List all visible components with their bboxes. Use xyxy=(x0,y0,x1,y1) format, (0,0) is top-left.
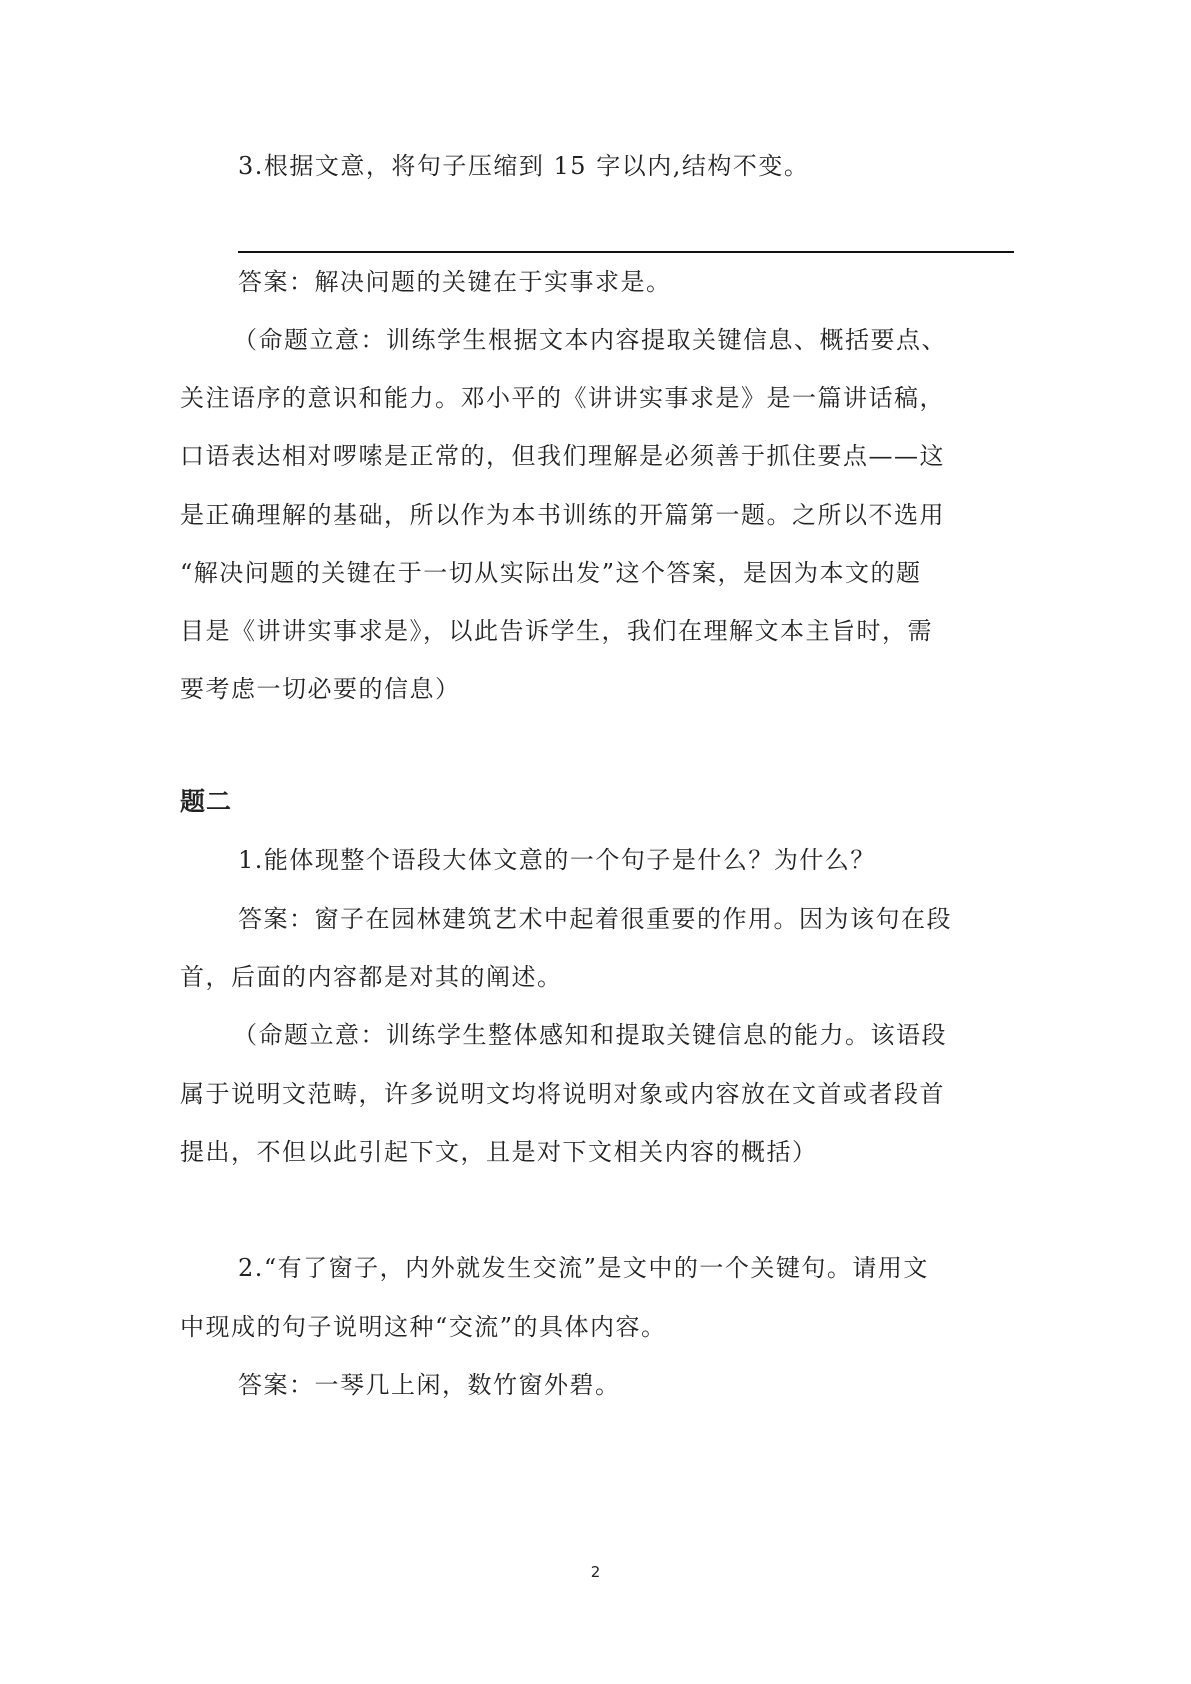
answer-blank-line xyxy=(238,251,1014,253)
rationale-line: 关注语序的意识和能力。邓小平的《讲讲实事求是》是一篇讲话稿， xyxy=(180,384,945,412)
answer-1-line: 首，后面的内容都是对其的阐述。 xyxy=(180,963,563,991)
rationale-1-line: 提出，不但以此引起下文，且是对下文相关内容的概括） xyxy=(180,1138,818,1166)
section-heading: 题二 xyxy=(180,787,233,816)
rationale-1-line: （命题立意：训练学生整体感知和提取关键信息的能力。该语段 xyxy=(233,1021,947,1049)
question-1-text: 1.能体现整个语段大体文意的一个句子是什么？为什么？ xyxy=(238,846,876,874)
rationale-line: 目是《讲讲实事求是》，以此告诉学生，我们在理解文本主旨时，需 xyxy=(180,617,933,645)
question-2-line: 2.“有了窗子，内外就发生交流”是文中的一个关键句。请用文 xyxy=(238,1254,929,1282)
question-2-line: 中现成的句子说明这种“交流”的具体内容。 xyxy=(180,1313,667,1341)
rationale-line: （命题立意：训练学生根据文本内容提取关键信息、概括要点、 xyxy=(233,326,947,354)
rationale-1-line: 属于说明文范畴，许多说明文均将说明对象或内容放在文首或者段首 xyxy=(180,1080,945,1108)
answer-1-line: 答案：窗子在园林建筑艺术中起着很重要的作用。因为该句在段 xyxy=(238,905,952,933)
answer-text: 答案：解决问题的关键在于实事求是。 xyxy=(238,268,672,296)
page-number: 2 xyxy=(590,1563,601,1581)
rationale-line: “解决问题的关键在于一切从实际出发”这个答案，是因为本文的题 xyxy=(180,559,922,587)
answer-2-text: 答案：一琴几上闲，数竹窗外碧。 xyxy=(238,1371,621,1399)
question-3-text: 3.根据文意，将句子压缩到 15 字以内,结构不变。 xyxy=(238,152,810,180)
rationale-line: 要考虑一切必要的信息） xyxy=(180,675,461,703)
rationale-line: 是正确理解的基础，所以作为本书训练的开篇第一题。之所以不选用 xyxy=(180,501,945,529)
rationale-line: 口语表达相对啰嗦是正常的，但我们理解是必须善于抓住要点——这 xyxy=(180,442,945,470)
